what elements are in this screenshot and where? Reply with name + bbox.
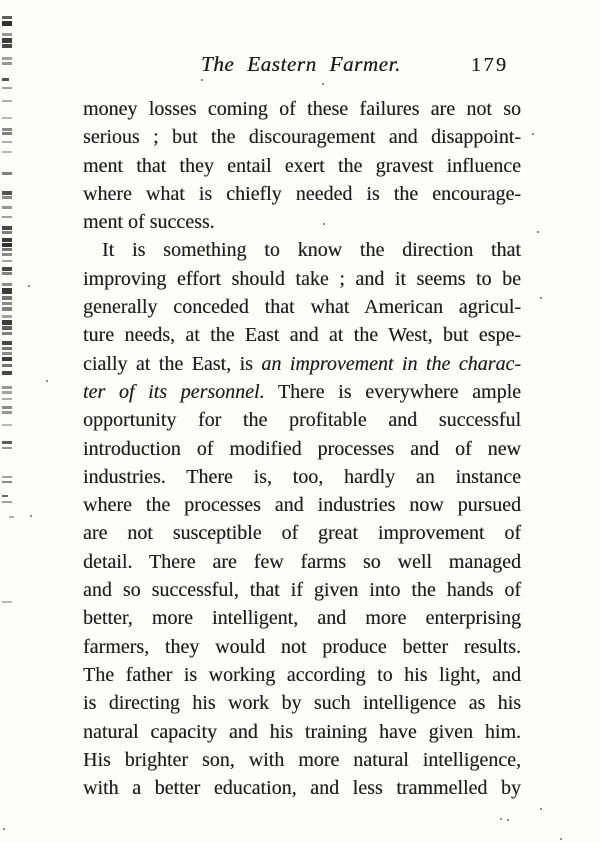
text-segment: cially at the East, is <box>83 352 262 375</box>
text-line <box>83 435 521 463</box>
binding-mark <box>2 78 9 81</box>
binding-mark <box>2 196 12 199</box>
binding-mark <box>2 441 12 444</box>
binding-mark <box>2 238 12 242</box>
binding-mark <box>2 406 12 409</box>
binding-mark <box>2 601 12 603</box>
text-segment: industries. There is, too, hardly an instance <box>83 465 521 488</box>
text-segment: ment of success. <box>83 211 215 234</box>
text-segment: farmers, they would not produce better results. <box>83 635 521 658</box>
page-number: 179 <box>471 54 509 76</box>
binding-mark <box>2 226 12 230</box>
text-segment: natural capacity and his training have given him. <box>83 720 521 743</box>
binding-mark <box>2 332 12 335</box>
binding-mark <box>2 326 12 330</box>
scan-speck <box>532 133 534 135</box>
text-line <box>83 208 521 236</box>
text-line <box>83 321 521 349</box>
binding-mark <box>2 288 12 294</box>
scan-speck <box>540 297 542 299</box>
text-line <box>83 774 521 802</box>
binding-mark <box>2 253 12 256</box>
binding-mark <box>2 476 12 478</box>
binding-mark <box>2 62 12 65</box>
binding-mark <box>2 128 12 131</box>
binding-mark <box>2 231 12 234</box>
text-segment: His brighter son, with more natural intelligence, <box>83 748 521 771</box>
text-line <box>83 463 521 491</box>
binding-mark <box>2 87 12 89</box>
text-segment: detail. There are few farms so well managed <box>83 550 521 573</box>
binding-mark <box>2 151 12 153</box>
binding-mark <box>2 216 12 218</box>
scan-speck <box>201 79 203 81</box>
text-line <box>83 519 521 547</box>
text-segment: It is something to know the direction that <box>102 239 521 262</box>
binding-mark <box>2 57 12 60</box>
text-line <box>83 576 521 604</box>
binding-mark <box>2 341 12 345</box>
scan-speck <box>30 515 32 517</box>
text-segment: ture needs, at the East and at the West, but espe- <box>83 324 521 347</box>
scan-speck <box>500 818 502 820</box>
binding-mark <box>2 481 12 483</box>
text-segment: money losses coming of these failures are not so <box>83 98 521 120</box>
text-segment: There is everywhere ample <box>264 380 521 403</box>
text-line <box>83 661 521 689</box>
binding-mark <box>2 33 12 36</box>
text-line <box>83 180 521 208</box>
binding-mark <box>2 357 12 361</box>
binding-mark <box>2 132 12 135</box>
text-segment: generally conceded that what American agricul- <box>83 296 521 319</box>
text-line <box>83 152 521 180</box>
text-segment: opportunity for the profitable and successful <box>83 409 521 432</box>
binding-mark <box>2 243 12 247</box>
text-line <box>83 293 521 321</box>
binding-mark <box>9 516 14 518</box>
binding-mark <box>2 411 12 414</box>
text-segment: serious ; but the discouragement and disappoint- <box>83 126 521 149</box>
body-text <box>83 95 521 802</box>
text-segment: is directing his work by such intelligence as his <box>83 692 521 715</box>
binding-mark <box>2 260 12 262</box>
binding-mark <box>2 272 12 275</box>
binding-mark <box>2 424 12 426</box>
text-segment: The father is working according to his light, and <box>83 663 521 686</box>
text-segment: ment that they entail exert the gravest influence <box>83 154 521 177</box>
binding-mark <box>2 371 12 375</box>
scan-speck <box>507 819 509 821</box>
text-segment: where the processes and industries now pursued <box>83 494 521 517</box>
binding-mark <box>2 447 12 449</box>
text-line <box>83 236 521 264</box>
scan-speck <box>540 808 542 810</box>
binding-mark <box>2 38 12 43</box>
binding-mark <box>2 283 12 286</box>
text-line <box>83 378 521 406</box>
text-segment: and so successful, that if given into the hands of <box>83 579 521 602</box>
binding-mark <box>2 44 12 48</box>
binding-mark <box>2 302 12 305</box>
binding-mark <box>2 296 12 300</box>
binding-mark <box>2 117 12 119</box>
text-segment: where what is chiefly needed is the encourage- <box>83 182 521 205</box>
binding-mark <box>2 347 12 350</box>
binding-mark <box>2 191 12 195</box>
text-line <box>83 491 521 519</box>
binding-mark <box>2 21 12 26</box>
binding-mark <box>2 386 12 389</box>
binding-mark <box>2 495 8 497</box>
binding-mark <box>2 352 12 355</box>
binding-mark <box>2 398 12 400</box>
text-line <box>83 718 521 746</box>
scan-speck <box>322 83 324 85</box>
italic-text-segment: an improvement in the charac- <box>261 352 521 375</box>
binding-mark <box>2 307 12 311</box>
binding-mark <box>2 16 12 19</box>
text-line <box>83 350 521 378</box>
text-line <box>83 95 521 123</box>
text-line <box>83 746 521 774</box>
text-line <box>83 265 521 293</box>
text-segment: with a better education, and less trammelled by <box>83 777 521 800</box>
binding-mark <box>2 391 12 394</box>
binding-mark <box>2 501 12 503</box>
text-line <box>83 633 521 661</box>
text-line <box>83 689 521 717</box>
text-line <box>83 548 521 576</box>
text-segment: improving effort should take ; and it seems to be <box>83 267 521 290</box>
scan-speck <box>46 380 48 382</box>
running-header-title: The Eastern Farmer. <box>201 52 401 76</box>
scan-speck <box>3 828 5 830</box>
text-line <box>83 406 521 434</box>
binding-mark <box>2 172 12 175</box>
text-segment: are not susceptible of great improvement of <box>83 522 521 545</box>
binding-mark <box>2 248 12 251</box>
binding-mark <box>2 100 12 102</box>
binding-mark <box>2 320 12 325</box>
binding-mark <box>2 206 12 209</box>
text-segment: introduction of modified processes and of new <box>83 437 521 460</box>
scan-speck <box>28 285 30 287</box>
scan-speck <box>537 231 539 233</box>
text-segment: better, more intelligent, and more enterprising <box>83 607 521 630</box>
italic-text-segment: ter of its personnel. <box>83 380 265 403</box>
binding-mark <box>2 141 12 143</box>
binding-mark <box>2 364 12 367</box>
text-line <box>83 123 521 151</box>
text-line <box>83 604 521 632</box>
scan-speck <box>560 838 562 840</box>
binding-mark <box>2 315 12 318</box>
binding-mark <box>2 267 12 271</box>
